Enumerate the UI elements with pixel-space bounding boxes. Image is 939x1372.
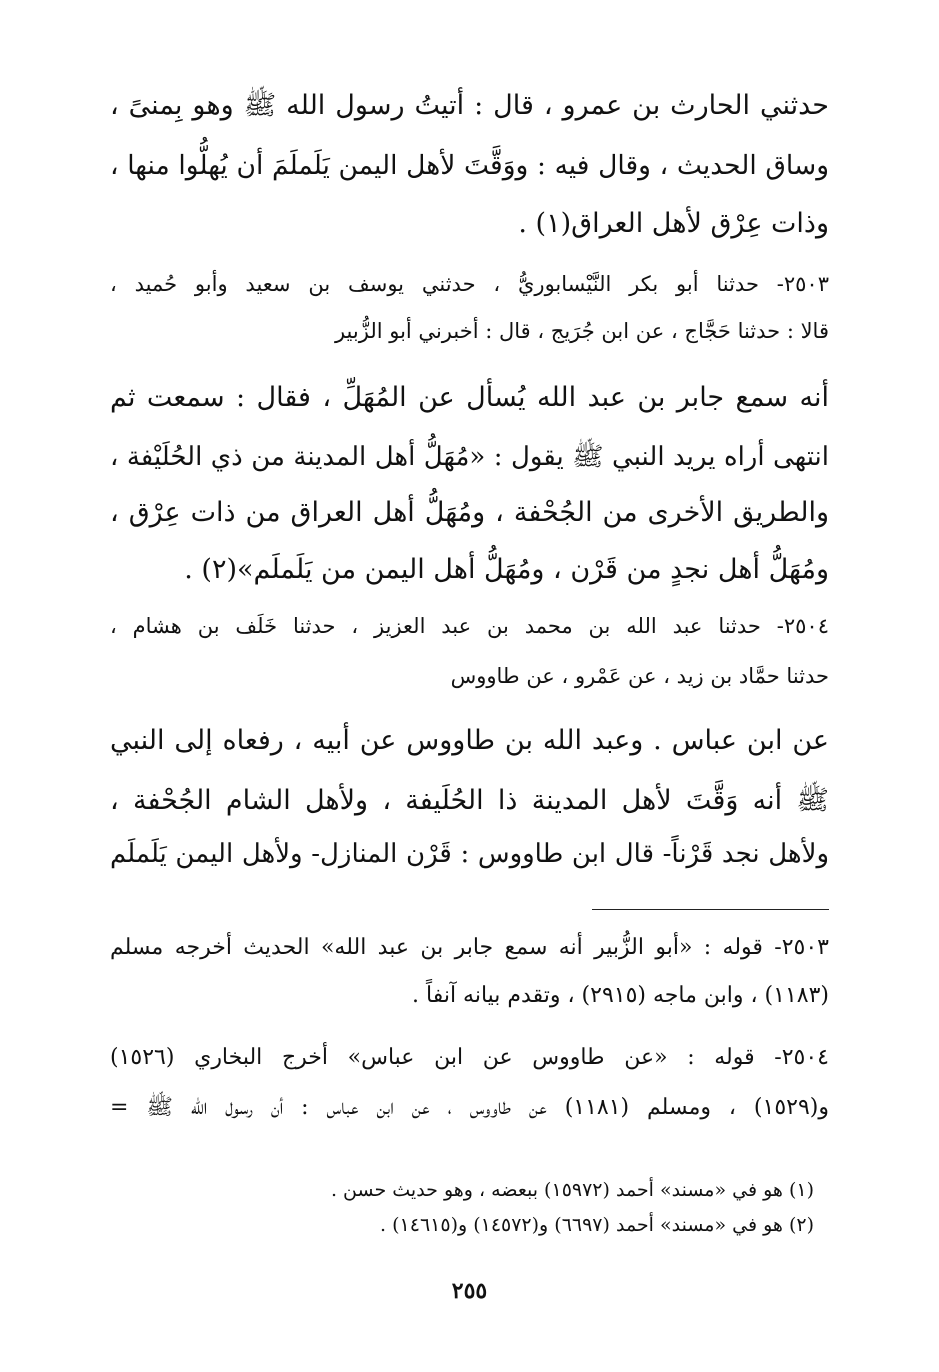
- text-line: وذات عِرْق لأهل العراق(١) .: [518, 208, 829, 239]
- commentary-line: ٢٥٠٣- قوله : «أبو الزُّبير أنه سمع جابر بن عبد الله» الحديث أخرجه مسلم: [110, 935, 829, 960]
- isnad-line: ٢٥٠٣- حدثنا أبو بكر النَّيْسابوريُّ ، حدثني يوسف بن سعيد وأبو حُميد ،: [110, 272, 829, 296]
- text-line: ولأهل نجد قَرْناً- قال ابن طاووس : قَرْن المنازل- ولأهل اليمن يَلَملَم: [110, 839, 829, 869]
- commentary-line: ٢٥٠٤- قوله : «عن طاووس عن ابن عباس» أخرج البخاري (١٥٢٦): [110, 1045, 829, 1070]
- commentary-line: (١١٨٣) ، وابن ماجه (٢٩١٥) ، وتقدم بيانه آنفاً .: [412, 983, 829, 1008]
- isnad-line: ٢٥٠٤- حدثنا عبد الله بن محمد بن عبد العزيز ، حدثنا خَلَف بن هشام ،: [110, 614, 829, 638]
- text-line: وساق الحديث ، وقال فيه : ووَقَّتَ لأهل اليمن يَلَملَمَ أن يُهلُّوا منها ،: [110, 150, 829, 181]
- text-line: عن ابن عباس . وعبد الله بن طاووس عن أبيه ، رفعاه إلى النبي: [110, 725, 829, 756]
- separator-rule: [592, 909, 829, 910]
- text-line: حدثني الحارث بن عمرو ، قال : أتيتُ رسول الله ﷺ وهو بِمنىً ،: [110, 90, 829, 121]
- text-line: انتهى أراه يريد النبي ﷺ يقول : «مُهَلُّ أهل المدينة من ذي الحُلَيْفة ،: [110, 442, 829, 472]
- footnote: (١) هو في «مسند» أحمد (١٥٩٧٢) ببعضه ، وهو حديث حسن .: [330, 1179, 814, 1201]
- text-line: ومُهَلُّ أهل نجدٍ من قَرْن ، ومُهَلُّ أهل اليمن من يَلَملَم»(٢) .: [184, 554, 829, 585]
- commentary-line: و(١٥٢٩) ، ومسلم (١١٨١) عن طاووس ، عن ابن عباس : أن رسول الله ﷺ =: [110, 1095, 829, 1120]
- isnad-line: قالا : حدثنا حَجَّاج ، عن ابن جُرَيج ، قال : أخبرني أبو الزُّبير: [334, 319, 829, 343]
- text-line: أنه سمع جابر بن عبد الله يُسأل عن المُهَلِّ ، فقال : سمعت ثم: [110, 382, 829, 413]
- isnad-line: حدثنا حمَّاد بن زيد ، عن عَمْرو ، عن طاووس: [450, 664, 829, 688]
- text-line: والطريق الأخرى من الجُحْفة ، ومُهَلُّ أهل العراق من ذات عِرْق ،: [110, 497, 829, 528]
- footnote: (٢) هو في «مسند» أحمد (٦٦٩٧) و(١٤٥٧٢) و(١٤٦١٥) .: [380, 1214, 814, 1236]
- page-number: ٢٥٥: [451, 1278, 488, 1304]
- text-line: ﷺ أنه وَقَّتَ لأهل المدينة ذا الحُلَيفة ، ولأهل الشام الجُحْفة ،: [110, 785, 829, 816]
